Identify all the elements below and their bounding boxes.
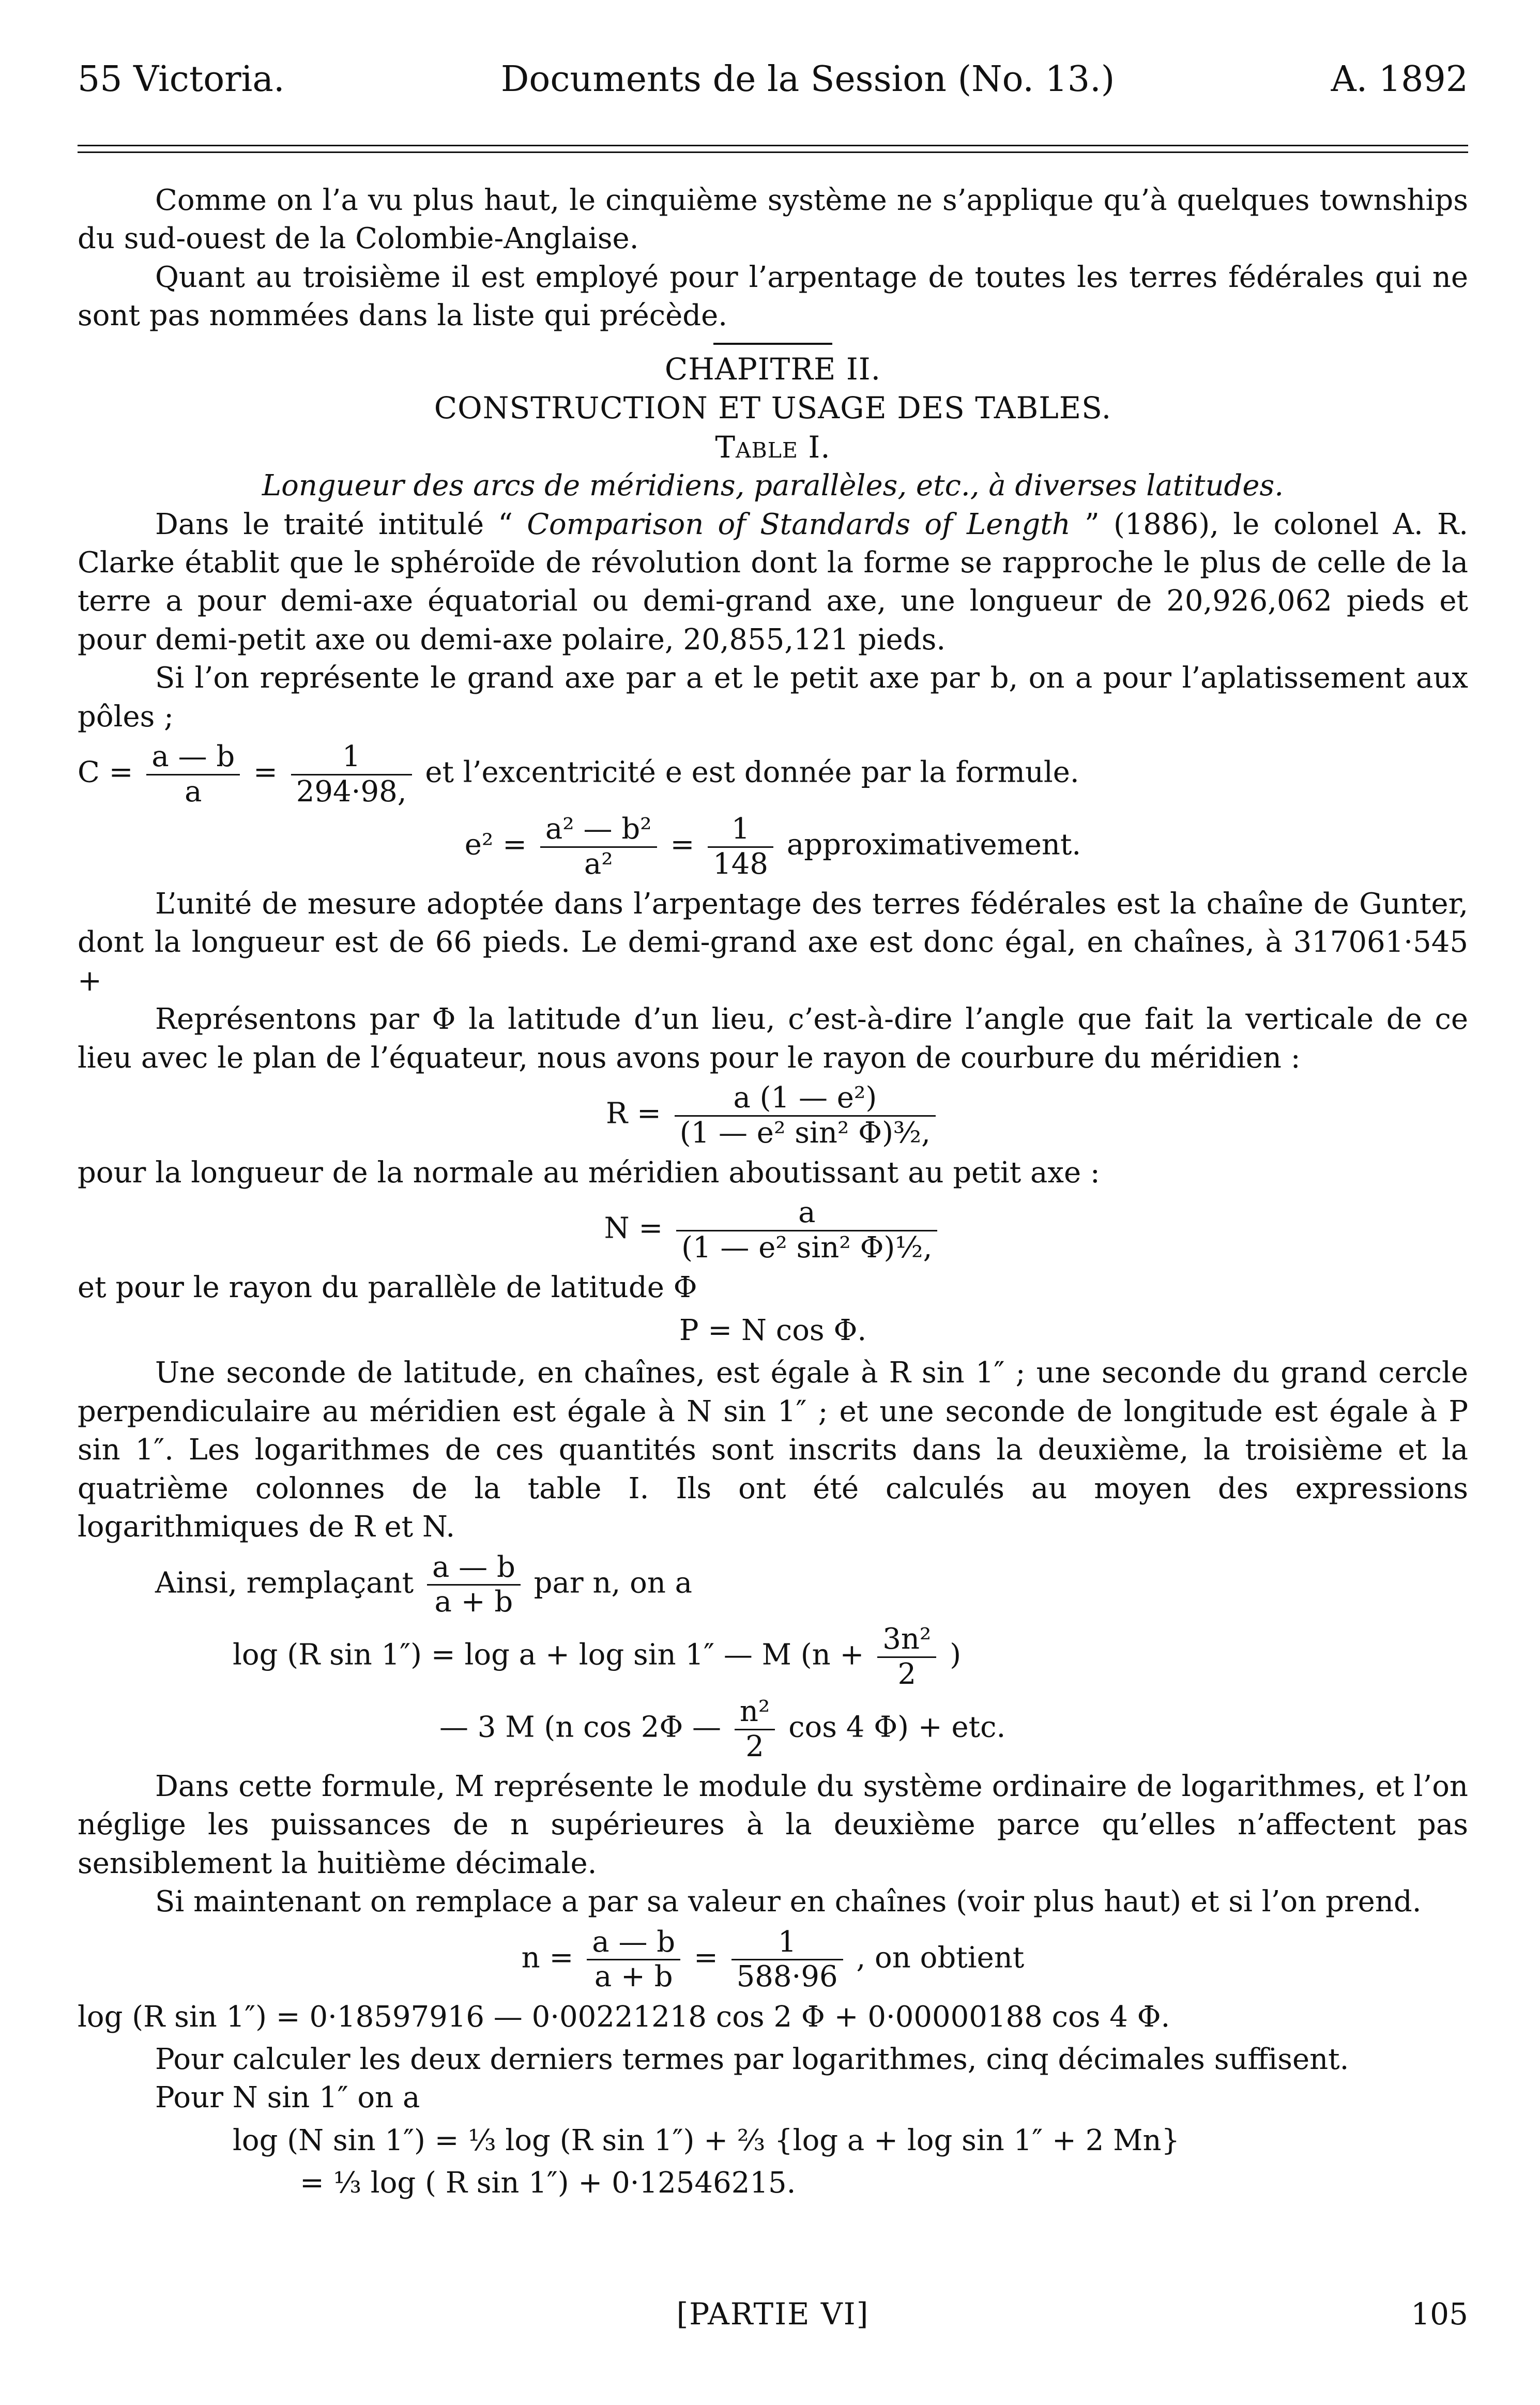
- paragraph-latitude: Représentons par Φ la latitude d’un lieu, c’est-à-dire l’angle que fait la verticale de ce lieu avec le plan de l’équateur, nous avons pour le rayon de courbure du méridien :: [78, 1002, 1468, 1075]
- document-body: [78, 181, 1468, 2203]
- equation-n-value: [78, 1926, 1468, 1994]
- eq-nval-lhs: n =: [521, 1941, 574, 1975]
- paragraph-n-sin: Pour N sin 1″ on a: [155, 2081, 420, 2115]
- log-series-1-end: ): [950, 1638, 962, 1672]
- equation-flattening: [78, 740, 1468, 809]
- fraction-c: [146, 740, 240, 809]
- fraction-denominator: (1 — e² sin² Φ)¹⁄₂,: [681, 1230, 933, 1265]
- fraction-e-value: [708, 813, 773, 881]
- eq-e-approx: approximativement.: [786, 828, 1081, 862]
- fraction-e: [540, 813, 657, 881]
- fraction-denominator: 2: [745, 1729, 764, 1763]
- page-number: 105: [1411, 2296, 1468, 2332]
- header-left: 55 Victoria.: [78, 59, 285, 100]
- fraction-n-definition: [427, 1551, 521, 1619]
- eq-c-tail: et l’excentricité e est donnée par la formule.: [425, 755, 1079, 789]
- log-series-2-end: cos 4 Φ) + etc.: [788, 1710, 1006, 1744]
- eq-n-lhs: N =: [604, 1211, 663, 1245]
- equation-radius-meridian: [78, 1082, 1468, 1150]
- eq-c-lhs: C =: [78, 755, 133, 789]
- table-subtitle: Longueur des arcs de méridiens, parallèles, etc., à diverses latitudes.: [262, 469, 1284, 503]
- fraction-3n2: [877, 1623, 936, 1691]
- running-header: [78, 59, 1468, 124]
- section-divider: [713, 343, 832, 345]
- header-center: Documents de la Session (No. 13.): [500, 59, 1115, 100]
- paragraph-seconds: Une seconde de latitude, en chaînes, est égale à R sin 1″ ; une seconde du grand cercle perpendiculaire au méridien est égale à N sin 1″ ; et une seconde de longitude est égale à P sin 1″. Les logarithmes de ces quantités sont inscrits dans la deuxième, la troisième et la quatrième colonnes de la table I. Ils ont été calculés au moyen des expressions logarithmiques de R et N.: [78, 1356, 1468, 1544]
- equation-log-n-result: = ⅓ log ( R sin 1″) + 0·12546215.: [300, 2166, 796, 2200]
- eq-c-equals: =: [253, 755, 278, 789]
- equation-log-r: log (R sin 1″) = 0·18597916 — 0·00221218 cos 2 Φ + 0·00000188 cos 4 Φ.: [78, 2000, 1170, 2034]
- eq-e-lhs: e² =: [464, 828, 527, 862]
- equation-parallel: P = N cos Φ.: [679, 1313, 867, 1347]
- fraction-denominator: a + b: [434, 1585, 513, 1619]
- paragraph-aplatissement: Si l’on représente le grand axe par a et le petit axe par b, on a pour l’aplatissement aux pôles ;: [78, 661, 1468, 734]
- substitution-text: Ainsi, remplaçant: [155, 1565, 414, 1600]
- fraction-denominator: a²: [584, 847, 613, 881]
- paragraph-module: Dans cette formule, M représente le module du système ordinaire de logarithmes, et l’on néglige les puissances de n supérieures à la deuxième parce qu’elles n’affectent pas sensiblement la huitième décimale.: [78, 1769, 1468, 1880]
- paragraph-gunter: L’unité de mesure adoptée dans l’arpentage des terres fédérales est la chaîne de Gunter, dont la longueur est de 66 pieds. Le demi-grand axe est donc égal, en chaînes, à 317061·545 +: [78, 887, 1468, 998]
- paragraph-replace: Si maintenant on remplace a par sa valeur en chaînes (voir plus haut) et si l’on prend.: [155, 1885, 1422, 1919]
- header-right: A. 1892: [1331, 59, 1468, 100]
- fraction-numerator: a: [676, 1196, 937, 1231]
- fraction-numerator: a — b: [587, 1926, 680, 1960]
- book-title: Comparison of Standards of Length: [527, 507, 1071, 541]
- paragraph-normal: pour la longueur de la normale au méridien aboutissant au petit axe :: [78, 1156, 1100, 1190]
- eq-e-equals: =: [670, 828, 695, 862]
- fraction-numerator: a — b: [427, 1551, 521, 1586]
- fraction-n2: [735, 1695, 775, 1763]
- log-series-1-start: log (R sin 1″) = log a + log sin 1″ — M (n +: [233, 1638, 864, 1672]
- fraction-n-value: [731, 1926, 843, 1994]
- fraction-denominator: a: [185, 774, 202, 809]
- fraction-denominator: 588·96: [736, 1960, 838, 1994]
- equation-substitution: [78, 1551, 1468, 1619]
- paragraph-decimals: Pour calculer les deux derniers termes par logarithmes, cinq décimales suffisent.: [155, 2043, 1349, 2077]
- header-rule-top: [78, 145, 1468, 146]
- document-page: [78, 59, 1468, 2347]
- fraction-numerator: n²: [735, 1695, 775, 1730]
- section-heading: CONSTRUCTION ET USAGE DES TABLES.: [434, 390, 1112, 426]
- fraction-numerator: 1: [708, 813, 773, 847]
- fraction-numerator: 3n²: [877, 1623, 936, 1657]
- paragraph-parallel: et pour le rayon du parallèle de latitude Φ: [78, 1271, 697, 1305]
- equation-normal: [78, 1196, 1468, 1265]
- fraction-denominator: a + b: [594, 1960, 673, 1994]
- fraction-c-value: [291, 740, 412, 809]
- fraction-denominator: (1 — e² sin² Φ)³⁄₂,: [679, 1116, 931, 1150]
- eq-nval-equals: =: [693, 1941, 718, 1975]
- chapter-heading: CHAPITRE II.: [664, 351, 881, 387]
- fraction-numerator: 1: [291, 740, 412, 775]
- paragraph-clarke-end: ” (1886), le colonel A. R. Clarke établit que le sphéroïde de révolution dont la forme se rapproche le plus de celle de la terre a pour demi-axe équatorial ou demi-grand axe, une longueur de 20,926,062 pieds et pour demi-petit axe ou demi-axe polaire, 20,855,121 pieds.: [78, 507, 1468, 657]
- fraction-numerator: a (1 — e²): [675, 1082, 936, 1116]
- fraction-numerator: 1: [731, 1926, 843, 1960]
- paragraph-clarke: [78, 506, 1468, 660]
- fraction-numerator: a² — b²: [540, 813, 657, 847]
- substitution-tail: par n, on a: [533, 1565, 693, 1600]
- fraction-r: [675, 1082, 936, 1150]
- header-rule-bottom: [78, 151, 1468, 153]
- equation-log-n: log (N sin 1″) = ⅓ log (R sin 1″) + ⅔ {log a + log sin 1″ + 2 Mn}: [233, 2123, 1180, 2157]
- fraction-denominator: 148: [713, 847, 769, 881]
- paragraph-intro-2: Quant au troisième il est employé pour l’arpentage de toutes les terres fédérales qui ne sont pas nommées dans la liste qui précède.: [78, 260, 1468, 333]
- page-footer: [78, 2296, 1468, 2332]
- table-heading: Table I.: [715, 429, 831, 465]
- eq-r-lhs: R =: [606, 1097, 661, 1131]
- fraction-numerator: a — b: [146, 740, 240, 775]
- equation-eccentricity: [78, 813, 1468, 881]
- paragraph-intro-1: Comme on l’a vu plus haut, le cinquième système ne s’applique qu’à quelques townships du sud-ouest de la Colombie-Anglaise.: [78, 184, 1468, 256]
- equation-log-series-1: [78, 1623, 1468, 1691]
- part-label: [PARTIE VI]: [676, 2296, 870, 2332]
- log-series-2-start: — 3 M (n cos 2Φ —: [439, 1710, 722, 1744]
- fraction-n: [676, 1196, 937, 1265]
- paragraph-clarke-start: Dans le traité intitulé “: [155, 507, 527, 541]
- fraction-denominator: 2: [897, 1657, 917, 1691]
- equation-log-series-2: [78, 1695, 1468, 1763]
- fraction-denominator: 294·98,: [296, 774, 407, 809]
- eq-nval-tail: , on obtient: [856, 1941, 1025, 1975]
- fraction-n-ab: [587, 1926, 680, 1994]
